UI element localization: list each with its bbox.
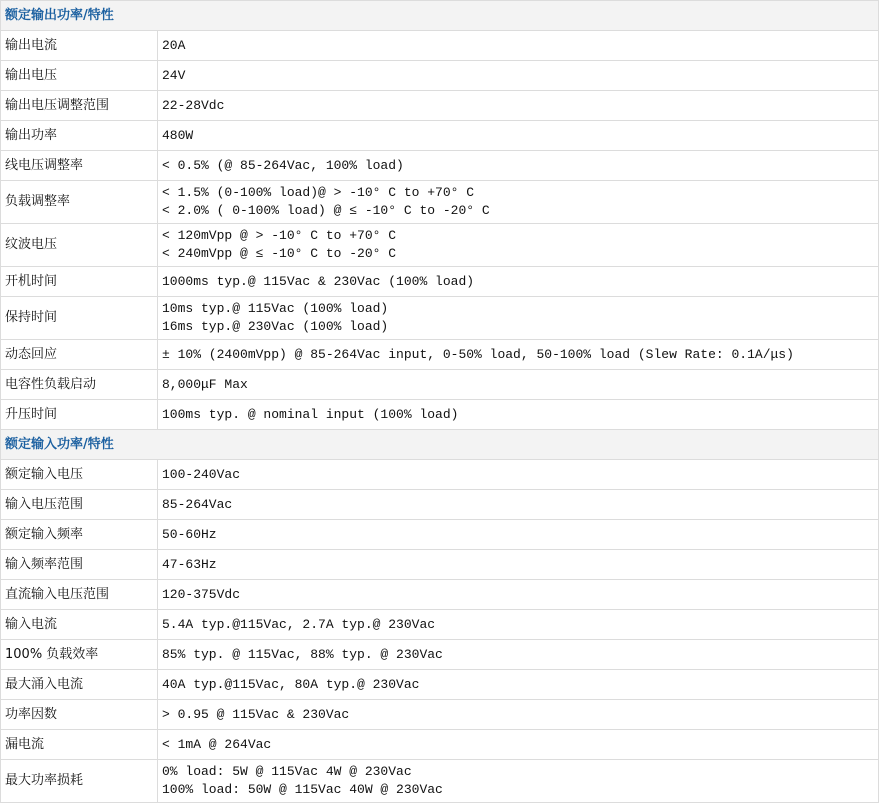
table-row: [1, 370, 879, 400]
spec-value-line: < 2.0% ( 0-100% load) @ ≤ -10° C to -20° C: [162, 203, 490, 218]
table-row: [1, 400, 879, 430]
spec-value-line: < 240mVpp @ ≤ -10° C to -20° C: [162, 246, 397, 261]
spec-label: 开机时间: [1, 267, 158, 297]
spec-value-line: 1000ms typ.@ 115Vac & 230Vac (100% load): [162, 273, 475, 289]
spec-label: 动态回应: [1, 340, 158, 370]
spec-value-line: 50-60Hz: [162, 526, 217, 542]
spec-value: [158, 400, 879, 430]
spec-value: [158, 490, 879, 520]
table-row: [1, 610, 879, 640]
spec-label: 升压时间: [1, 400, 158, 430]
spec-value-line: 100ms typ. @ nominal input (100% load): [162, 406, 459, 422]
spec-value-line: 40A typ.@115Vac, 80A typ.@ 230Vac: [162, 676, 420, 692]
spec-value: [158, 267, 879, 297]
table-row: [1, 267, 879, 297]
spec-value: [158, 224, 879, 267]
spec-value: [158, 460, 879, 490]
spec-label: 输出电流: [1, 31, 158, 61]
spec-label: 线电压调整率: [1, 151, 158, 181]
spec-value-line: 100-240Vac: [162, 466, 241, 482]
spec-label: 输入频率范围: [1, 550, 158, 580]
spec-label: 输入电流: [1, 610, 158, 640]
table-row: [1, 121, 879, 151]
spec-value-line: 120-375Vdc: [162, 586, 241, 602]
table-row: [1, 224, 879, 267]
spec-value: [158, 760, 879, 803]
spec-value-line: < 120mVpp @ > -10° C to +70° C: [162, 228, 397, 243]
spec-value-line: 22-28Vdc: [162, 97, 225, 113]
spec-value: [158, 610, 879, 640]
spec-value: [158, 61, 879, 91]
spec-table-body: [1, 1, 879, 803]
spec-value-line: 5.4A typ.@115Vac, 2.7A typ.@ 230Vac: [162, 616, 436, 632]
table-row: [1, 580, 879, 610]
section-title: 额定输入功率/特性: [1, 430, 879, 460]
spec-value: [158, 670, 879, 700]
spec-value-line: 85% typ. @ 115Vac, 88% typ. @ 230Vac: [162, 646, 443, 662]
table-row: [1, 61, 879, 91]
spec-value-line: 100% load: 50W @ 115Vac 40W @ 230Vac: [162, 782, 443, 797]
spec-value-line: 16ms typ.@ 230Vac (100% load): [162, 319, 389, 334]
table-row: [1, 700, 879, 730]
spec-value-line: 0% load: 5W @ 115Vac 4W @ 230Vac: [162, 764, 412, 779]
spec-value-line: 47-63Hz: [162, 556, 217, 572]
spec-value-line: < 0.5% (@ 85-264Vac, 100% load): [162, 157, 404, 173]
spec-value-line: ± 10% (2400mVpp) @ 85-264Vac input, 0-50% load, 50-100% load (Slew Rate: 0.1A/μs): [162, 346, 794, 362]
table-row: [1, 340, 879, 370]
spec-value: [158, 370, 879, 400]
spec-label: 保持时间: [1, 297, 158, 340]
spec-value-line: < 1mA @ 264Vac: [162, 736, 272, 752]
spec-value: [158, 730, 879, 760]
spec-value: [158, 151, 879, 181]
table-row: [1, 460, 879, 490]
spec-value-line: 10ms typ.@ 115Vac (100% load): [162, 301, 389, 316]
table-row: [1, 670, 879, 700]
spec-value-line: 8,000μF Max: [162, 376, 248, 392]
spec-value: [158, 580, 879, 610]
table-row: [1, 490, 879, 520]
spec-value: [158, 297, 879, 340]
table-row: [1, 181, 879, 224]
table-row: [1, 760, 879, 803]
spec-value-line: 20A: [162, 37, 186, 53]
table-row: [1, 730, 879, 760]
spec-value: [158, 550, 879, 580]
spec-value-line: > 0.95 @ 115Vac & 230Vac: [162, 706, 350, 722]
spec-value: [158, 700, 879, 730]
table-row: [1, 550, 879, 580]
spec-value-line: 24V: [162, 67, 186, 83]
table-row: [1, 151, 879, 181]
spec-value: [158, 520, 879, 550]
section-header: [1, 430, 879, 460]
spec-label: 最大功率损耗: [1, 760, 158, 803]
spec-value: [158, 31, 879, 61]
spec-label: 额定输入电压: [1, 460, 158, 490]
spec-label: 额定输入频率: [1, 520, 158, 550]
spec-label: 漏电流: [1, 730, 158, 760]
section-title: 额定输出功率/特性: [1, 1, 879, 31]
spec-label: 功率因数: [1, 700, 158, 730]
spec-value: [158, 340, 879, 370]
spec-label: 输出功率: [1, 121, 158, 151]
table-row: [1, 640, 879, 670]
spec-label: 输出电压调整范围: [1, 91, 158, 121]
table-row: [1, 91, 879, 121]
spec-label: 100% 负载效率: [1, 640, 158, 670]
spec-value: [158, 640, 879, 670]
spec-value-line: 480W: [162, 127, 194, 143]
spec-value: [158, 91, 879, 121]
table-row: [1, 31, 879, 61]
spec-value-line: < 1.5% (0-100% load)@ > -10° C to +70° C: [162, 185, 475, 200]
spec-label: 输出电压: [1, 61, 158, 91]
spec-label: 电容性负载启动: [1, 370, 158, 400]
spec-label: 纹波电压: [1, 224, 158, 267]
spec-value: [158, 121, 879, 151]
spec-label: 最大涌入电流: [1, 670, 158, 700]
table-row: [1, 297, 879, 340]
table-row: [1, 520, 879, 550]
section-header: [1, 1, 879, 31]
spec-label: 直流输入电压范围: [1, 580, 158, 610]
spec-label: 输入电压范围: [1, 490, 158, 520]
spec-value-line: 85-264Vac: [162, 496, 233, 512]
spec-label: 负载调整率: [1, 181, 158, 224]
spec-value: [158, 181, 879, 224]
